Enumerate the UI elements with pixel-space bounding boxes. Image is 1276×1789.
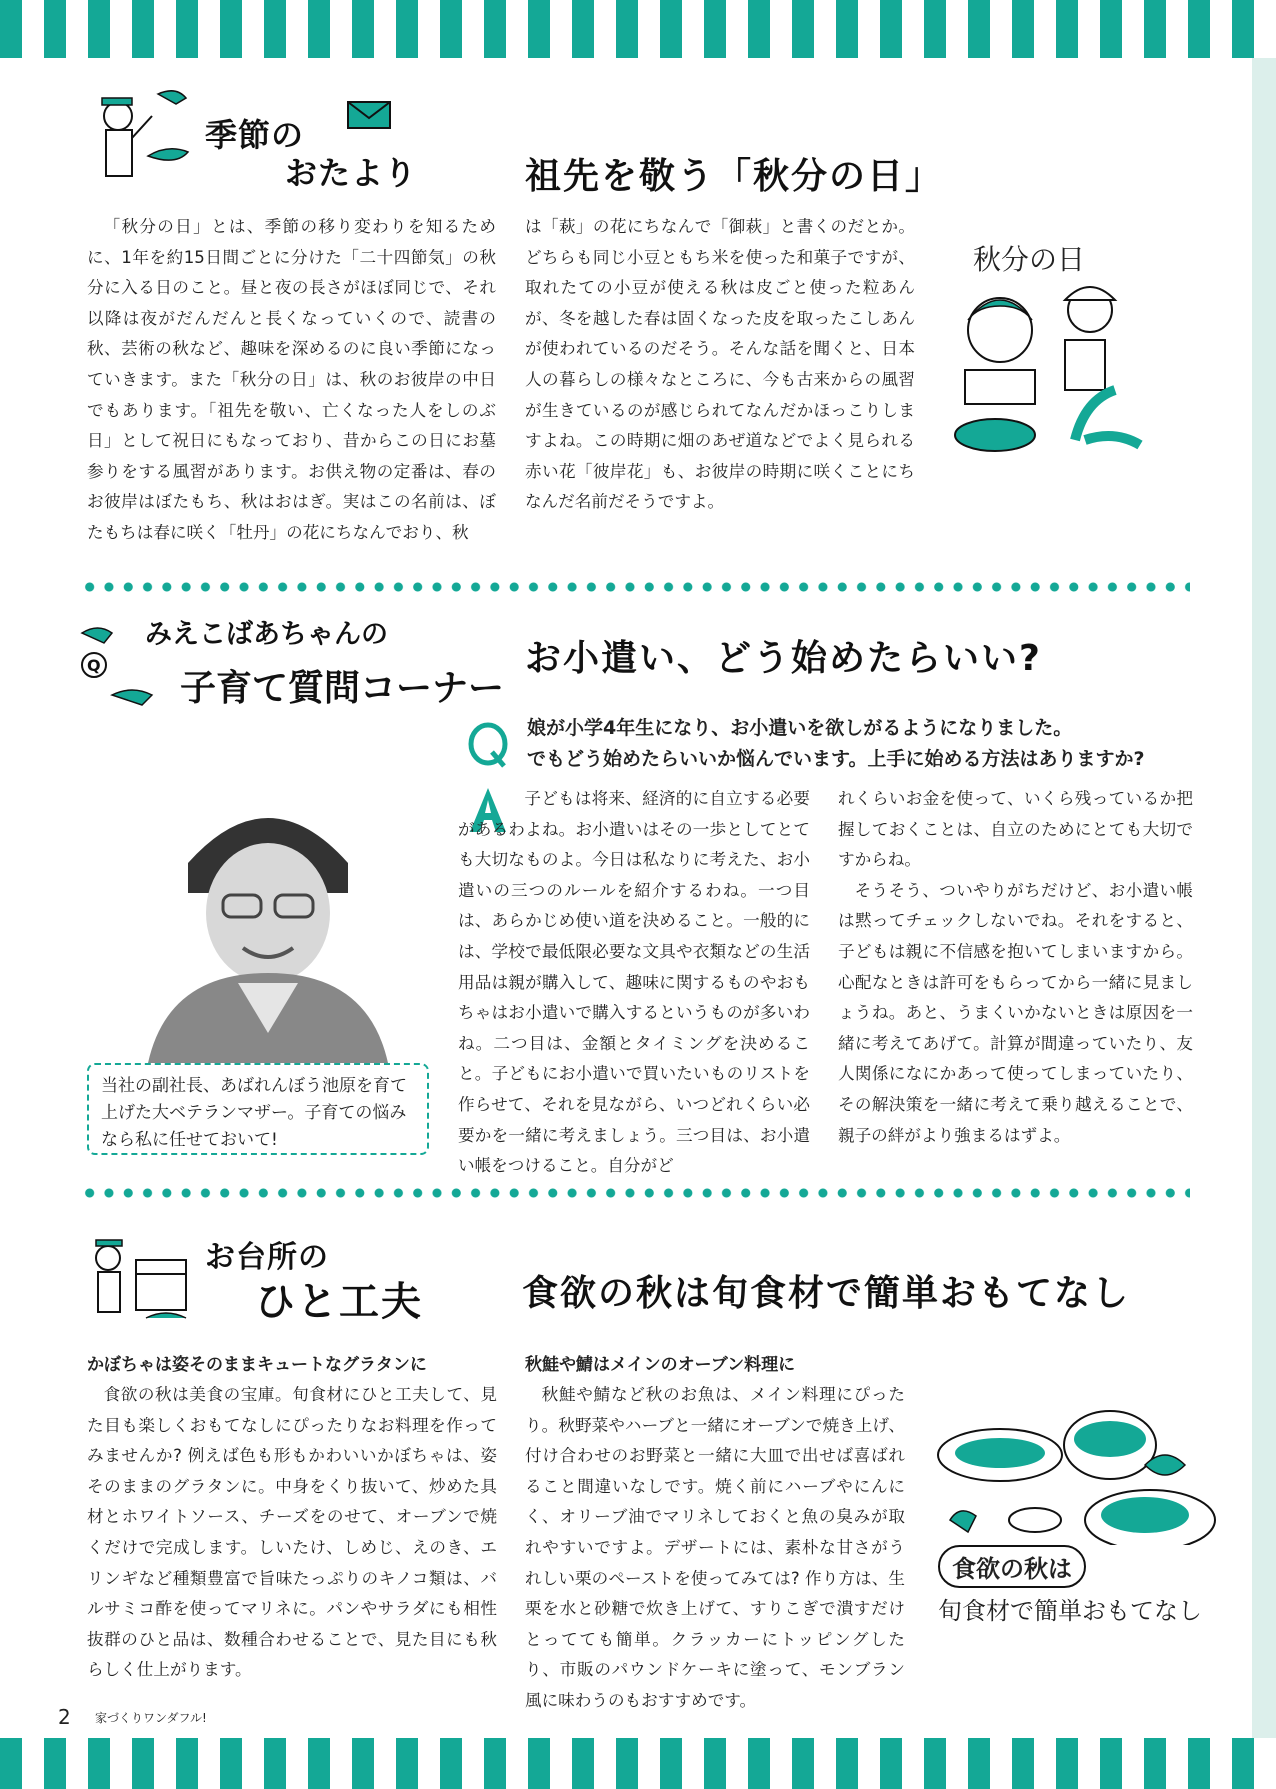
grandmother-photo xyxy=(118,783,418,1063)
illustration-label-1: 食欲の秋は xyxy=(938,1545,1086,1588)
answer-column-1 xyxy=(458,784,810,1182)
article-column-2 xyxy=(525,1350,905,1717)
question-line-2: でもどう始めたらいいか悩んでいます。上手に始める方法はありますか? xyxy=(527,748,1145,770)
boy-girl-reading-icon xyxy=(945,270,1145,460)
bottom-stripe-border xyxy=(0,1738,1276,1789)
autumn-equinox-illustration xyxy=(945,230,1145,460)
answer-text: れくらいお金を使って、いくら残っているか把握しておくことは、自立のためにとても大切ですからね。 xyxy=(838,789,1193,870)
dotted-divider xyxy=(80,1188,1190,1198)
section-heading-line2: ひと工夫 xyxy=(255,1279,423,1325)
answer-column-2 xyxy=(838,784,1193,1151)
article-text: 「秋分の日」とは、季節の移り変わりを知るために、1年を約15日間ごとに分けた「二十四節気」の秋分に入る日のこと。昼と夜の長さがほぼ同じで、それ以降は夜がだんだんと長くなっていくので、読書の秋、芸術の秋など、趣味を深めるのに良い季節になっていきます。また「秋分の日」は、秋のお彼岸の中日でもあります。「祖先を敬い、亡くなった人をしのぶ日」として祝日にもなっており、昔からこの日にお墓参りをする風習があります。お供え物の定番は、春のお彼岸はぼたもち、秋はおはぎ。実はこの名前は、ぼたもちは春に咲く「牡丹」の花にちなんでおり、秋 xyxy=(87,217,496,542)
article-column-1 xyxy=(87,212,496,549)
question-text xyxy=(527,713,1145,775)
section-heading-line1: 季節の xyxy=(205,116,305,154)
article-title: 食欲の秋は旬食材で簡単おもてなし xyxy=(522,1273,1131,1314)
kitchen-mascot-illustration xyxy=(86,1230,196,1325)
article-text: 食欲の秋は美食の宝庫。旬食材にひと工夫して、見た目も楽しくおもてなしにぴったりなお料理を作ってみませんか? 例えば色も形もかわいいかぼちゃは、姿そのままのグラタンに。中身をくり抜いて、炒めた具材とホワイトソース、チーズをのせて、オーブンで焼くだけで完成します。しいたけ、しめじ、えのき、エリンギなど種類豊富で旨味たっぷりのキノコ類は、バルサミコ酢を使ってマリネに。パンやサラダにも相性抜群のひと品は、数種合わせることで、見た目にも秋らしく仕上がります。 xyxy=(87,1385,497,1680)
side-bar xyxy=(1252,58,1276,1738)
article-title: 祖先を敬う「秋分の日」 xyxy=(525,156,944,197)
q-badge-icon xyxy=(468,722,508,768)
envelope-icon xyxy=(345,98,395,132)
answer-text: 子どもは将来、経済的に自立する必要があるわよね。お小遣いはその一歩としてとても大切なものよ。今日は私なりに考えた、お小遣いの三つのルールを紹介するわね。一つ目は、あらかじめ使い道を決めること。一般的には、学校で最低限必要な文具や衣類などの生活用品は親が購入して、趣味に関するものやおもちゃはお小遣いで購入するというものが多いわね。二つ目は、金額とタイミングを決めること。子どもにお小遣いで買いたいものリストを作らせて、それを見ながら、いつどれくらい必要かを一緒に考えましょう。三つ目は、お小遣い帳をつけること。自分がど xyxy=(458,789,810,1176)
profile-caption: 当社の副社長、あばれんぼう池原を育て上げた大ベテランマザー。子育ての悩みなら私に任せておいて! xyxy=(87,1063,429,1155)
section-heading-line1: お台所の xyxy=(205,1240,329,1275)
section-heading-line1: みえこばあちゃんの xyxy=(145,619,388,650)
dotted-divider xyxy=(80,582,1190,592)
sub-heading: かぼちゃは姿そのままキュートなグラタンに xyxy=(87,1355,427,1375)
sub-heading: 秋鮭や鯖はメインのオーブン料理に xyxy=(525,1355,796,1375)
answer-text: そうそう、ついやりがちだけど、お小遣い帳は黙ってチェックしないでね。それをすると、子どもは親に不信感を抱いてしまいますから。心配なときは許可をもらってから一緒に見ましょうね。あと、うまくいかないときは原因を一緒に考えてあげて。計算が間違っていたり、友人関係になにかあって使ってしまっていたり、その解決策を一緒に考えて乗り越えることで、親子の絆がより強まるはずよ。 xyxy=(838,880,1193,1145)
article-text: は「萩」の花にちなんで「御萩」と書くのだとか。どちらも同じ小豆ともち米を使った和菓子ですが、取れたての小豆が使える秋は皮ごと使った粒あんが、冬を越した春は固くなった皮を取ったこしあんが使われているのだそう。そんな話を聞くと、日本人の暮らしの様々なところに、今も古来からの風習が生きているのが感じられてなんだかほっこりしますよね。この時期に畑のあぜ道などでよく見られる赤い花「彼岸花」も、お彼岸の時期に咲くことにちなんだ名前だそうですよ。 xyxy=(525,217,915,512)
article-column-2 xyxy=(525,212,915,518)
autumn-dishes-illustration xyxy=(930,1395,1220,1630)
article-title: お小遣い、どう始めたらいい? xyxy=(525,638,1042,679)
page-number: 2 xyxy=(58,1705,71,1729)
illustration-label-2: 旬食材で簡単おもてなし xyxy=(938,1597,1202,1625)
section-heading-line2: 子育て質問コーナー xyxy=(180,668,505,709)
article-column-1 xyxy=(87,1350,497,1686)
illustration-label: 秋分の日 xyxy=(973,243,1086,276)
question-line-1: 娘が小学4年生になり、お小遣いを欲しがるようになりました。 xyxy=(527,717,1073,739)
top-stripe-border xyxy=(0,0,1276,58)
magazine-name: 家づくりワンダフル! xyxy=(95,1711,207,1725)
dishes-icon xyxy=(930,1395,1220,1545)
svg-text:Q: Q xyxy=(87,656,101,675)
article-text: 秋鮭や鯖など秋のお魚は、メイン料理にぴったり。秋野菜やハーブと一緒にオーブンで焼き上げ、付け合わせのお野菜と一緒に大皿で出せば喜ばれること間違いなしです。焼く前にハーブやにんにく、オリーブ油でマリネしておくと魚の臭みが取れやすいですよ。デザートには、素朴な甘さがうれしい栗のペーストを使ってみては? 作り方は、生栗を水と砂糖で炊き上げて、すりこぎで潰すだけとってても簡単。クラッカーにトッピングしたり、市販のパウンドケーキに塗って、モンブラン風に味わうのもおすすめです。 xyxy=(525,1385,905,1710)
section-heading-line2: おたより xyxy=(285,154,418,192)
